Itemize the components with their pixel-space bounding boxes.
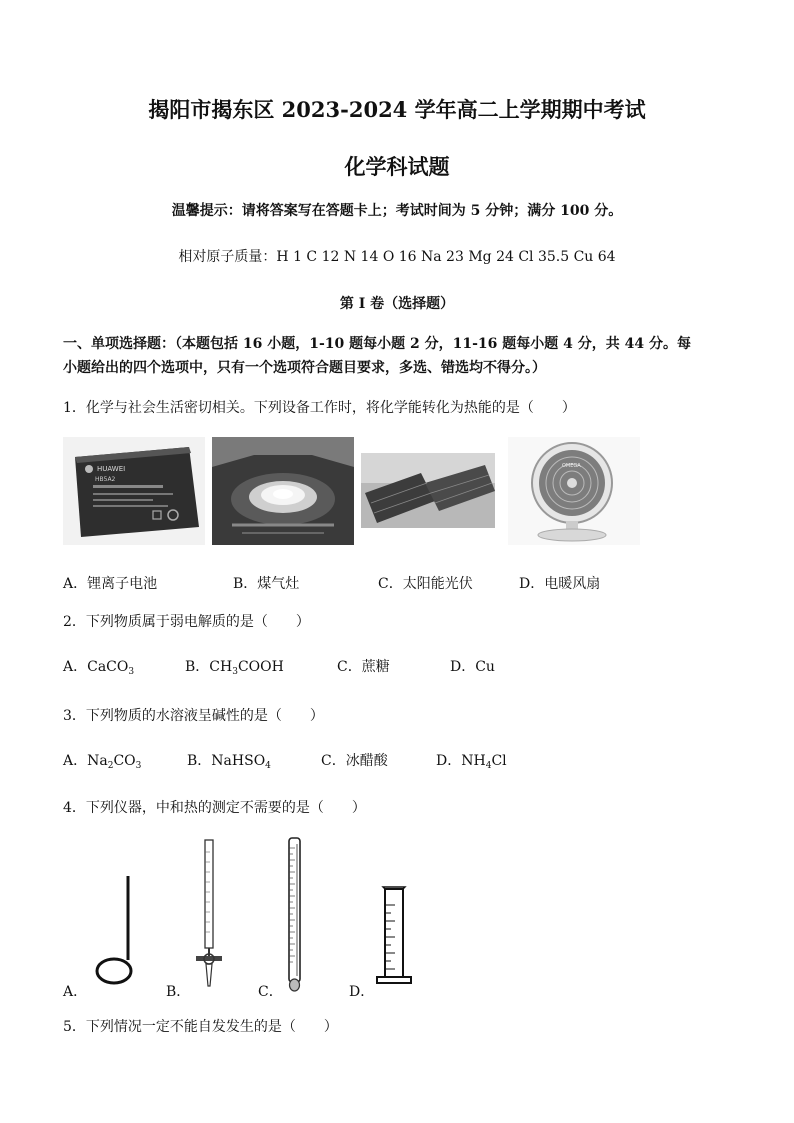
q1-option-c: C．太阳能光伏 [378,576,473,592]
q3-option-b: B．NaHSO$_4$ [187,753,271,771]
exam-tip: 温馨提示：请将答案写在答题卡上；考试时间为 5 分钟；满分 100 分。 [171,203,623,219]
electric-fan-heater-image [508,437,640,545]
q2-option-d: D．Cu [450,659,495,675]
graduated-cylinder-image [375,885,415,990]
q2-option-b: B．$CH_3COOH$ [185,659,284,677]
q1-option-d: D．电暖风扇 [519,576,601,592]
q4-option-d-label: D． [349,984,375,1000]
q3-option-a: A．$Na_2CO_3$ [63,753,142,771]
q1-option-b: B．煤气灶 [233,576,300,592]
glass-stirring-rod-image [88,868,158,992]
q4-option-c-label: C． [258,984,283,1000]
q3-option-d: D．$NH_4Cl$ [436,753,507,771]
solar-panel-image [361,453,495,528]
battery-brand-text: HUAWEI [97,465,126,473]
q3-option-c: C．冰醋酸 [321,753,388,769]
battery-model-text: HB5A2 [95,476,116,483]
subject-title: 化学科试题 [344,154,450,179]
q4-option-b-label: B． [166,984,191,1000]
burette-image [190,838,230,993]
battery-image [63,437,205,545]
q1-option-a: A．锂离子电池 [63,576,158,592]
q4-option-a-label: A． [63,984,88,1000]
question-3-stem: 3．下列物质的水溶液呈碱性的是（ ） [63,708,324,724]
question-4-stem: 4．下列仪器，中和热的测定不需要的是（ ） [63,800,366,816]
atomic-mass-line: 相对原子质量：H 1 C 12 N 14 O 16 Na 23 Mg 24 Cl 35.5 Cu 64 [178,249,616,265]
thermometer-image [280,836,310,994]
gas-stove-image [212,437,354,545]
question-5-stem: 5．下列情况一定不能自发发生的是（ ） [63,1019,338,1035]
question-1-stem: 1．化学与社会生活密切相关。下列设备工作时，将化学能转化为热能的是（ ） [63,400,576,416]
exam-title: 揭阳市揭东区 2023-2024 学年高二上学期期中考试 [148,97,646,122]
q2-option-c: C．蔗糖 [337,659,390,675]
question-2-stem: 2．下列物质属于弱电解质的是（ ） [63,614,310,630]
section-instruction-2: 小题给出的四个选项中，只有一个选项符合题目要求，多选、错选均不得分。） [63,360,546,376]
section-instruction-1: 一、单项选择题：（本题包括 16 小题，1-10 题每小题 2 分，11-16 题每小题 4 分，共 44 分。每 [63,336,691,352]
section-title: 第 I 卷（选择题） [339,296,455,312]
q2-option-a: A．CaCO$_3$ [63,659,135,677]
fan-brand-text: OMEGA [562,463,581,469]
